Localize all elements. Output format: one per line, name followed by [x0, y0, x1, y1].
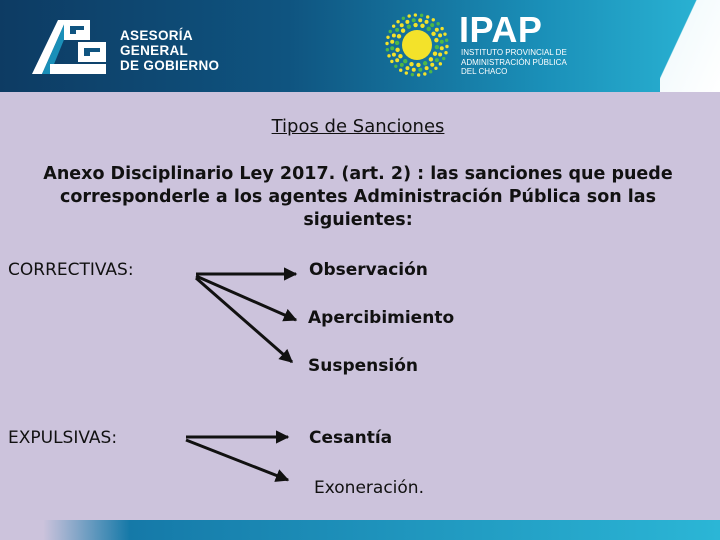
slide-title: Tipos de Sanciones	[271, 116, 445, 137]
item-apercibimiento: Apercibimiento	[308, 308, 455, 328]
item-observacion: Observación	[309, 260, 428, 280]
item-cesantia: Cesantía	[309, 428, 393, 448]
arrow-to-apercibimiento-icon	[196, 276, 296, 320]
category-correctivas: CORRECTIVAS:	[8, 260, 134, 280]
item-exoneracion: Exoneración.	[314, 478, 424, 498]
logo-left-line-3: DE GOBIERNO	[120, 58, 220, 73]
ipap-title: IPAP	[459, 9, 543, 50]
ipap-subtitle-line-1: INSTITUTO PROVINCIAL DE	[461, 48, 567, 57]
logo-left-line-1: ASESORÍA	[120, 28, 193, 43]
ipap-subtitle-line-2: ADMINISTRACIÓN PÚBLICA	[461, 57, 567, 67]
arrow-to-exoneracion-icon	[186, 440, 288, 480]
arrow-to-suspension-icon	[196, 278, 292, 362]
logo-left-line-2: GENERAL	[120, 43, 189, 58]
category-expulsivas: EXPULSIVAS:	[8, 428, 118, 448]
ipap-subtitle-line-3: DEL CHACO	[461, 67, 508, 76]
footer-bar	[0, 520, 720, 540]
item-suspension: Suspensión	[308, 356, 418, 376]
intro-paragraph: Anexo Disciplinario Ley 2017. (art. 2) : las sanciones que puede corresponderle a los agentes Administración Pública son las siguientes:	[43, 164, 673, 230]
